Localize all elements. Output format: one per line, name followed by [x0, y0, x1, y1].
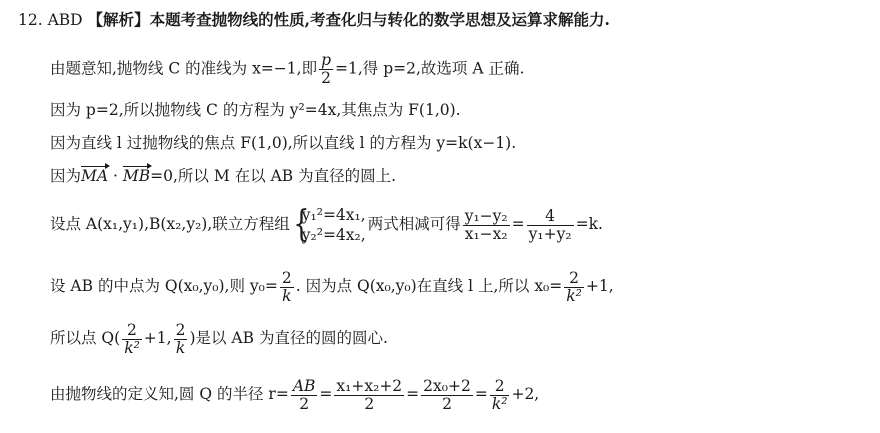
- equation-row-1: y₁²=4x₁,: [301, 206, 366, 224]
- equals-sign-1: =: [319, 385, 333, 403]
- step-6-text-end: +1,: [585, 277, 614, 295]
- left-brace-icon: {: [293, 204, 310, 245]
- slope-fraction-num: y₁−y₂: [464, 206, 508, 225]
- problem-number: 12.: [18, 11, 43, 29]
- step-5-text-pre: 设点 A(x₁,y₁),B(x₂,y₂),联立方程组: [50, 215, 290, 233]
- step-3: [50, 131, 516, 155]
- step-4: [50, 164, 396, 188]
- step-8-text-pre: 由抛物线的定义知,圆 Q 的半径 r=: [50, 385, 289, 403]
- step-7-text-mid: +1,: [143, 329, 172, 347]
- step-6-text-pre: 设 AB 的中点为 Q(x₀,y₀),则 y₀=: [50, 277, 278, 295]
- center-y-fraction-den: k: [175, 338, 186, 357]
- x0-fraction: [564, 270, 584, 305]
- equals-sign: =: [511, 215, 525, 233]
- step-5-text-end: =k.: [575, 215, 603, 233]
- radius-fraction-4: [490, 378, 510, 413]
- center-x-fraction-den: k²: [124, 338, 140, 357]
- radius-fraction-4-num: 2: [490, 378, 510, 396]
- equation-row-2: y₂²=4x₂,: [301, 226, 366, 244]
- sum-fraction: [527, 208, 574, 243]
- radius-fraction-3-den: 2: [442, 394, 452, 413]
- step-7: [50, 318, 388, 358]
- dot-operator: ·: [108, 167, 123, 185]
- y0-fraction: [280, 270, 294, 305]
- problem-summary: 本题考查抛物线的性质,考查化归与转化的数学思想及运算求解能力.: [149, 10, 610, 29]
- radius-fraction-1-den: 2: [299, 394, 310, 413]
- analysis-tag: 【解析】: [87, 10, 150, 29]
- radius-fraction-2: [334, 378, 404, 413]
- sum-fraction-num: 4: [527, 208, 574, 226]
- sum-fraction-den: y₁+y₂: [528, 224, 572, 243]
- y0-fraction-num: 2: [281, 268, 292, 287]
- step-7-text-end: )是以 AB 为直径的圆的圆心.: [189, 329, 388, 347]
- step-4-text-post: =0,所以 M 在以 AB 为直径的圆上.: [150, 167, 397, 185]
- step-1-fraction: [319, 52, 333, 87]
- radius-fraction-4-den: k²: [491, 394, 508, 413]
- radius-fraction-1: [291, 378, 318, 413]
- center-x-fraction: [122, 322, 142, 357]
- step-1-fraction-num: p: [321, 51, 332, 69]
- equals-sign-3: =: [474, 385, 488, 403]
- center-y-fraction-num: 2: [175, 320, 186, 339]
- step-1-fraction-den: 2: [321, 69, 331, 87]
- step-7-text-pre: 所以点 Q(: [50, 329, 121, 347]
- vector-mb: MB: [122, 167, 151, 185]
- step-1-text-a: 由题意知,抛物线 C 的准线为 x=−1,即: [50, 59, 318, 78]
- step-6: [50, 266, 614, 306]
- slope-fraction-den: x₁−x₂: [464, 224, 508, 243]
- problem-answer: ABD: [47, 11, 83, 29]
- radius-fraction-2-num: x₁+x₂+2: [336, 376, 403, 395]
- center-x-fraction-num: 2: [122, 322, 142, 340]
- slope-fraction: [463, 208, 510, 243]
- center-y-fraction: [174, 322, 188, 357]
- step-1-text-b: =1,得 p=2,故选项 A 正确.: [335, 59, 525, 78]
- x0-fraction-den: k²: [566, 286, 582, 305]
- step-6-text-mid: . 因为点 Q(x₀,y₀)在直线 l 上,所以 x₀=: [295, 277, 563, 295]
- radius-fraction-3-num: 2x₀+2: [423, 376, 471, 395]
- step-5: [50, 202, 603, 246]
- step-1: [50, 52, 524, 87]
- step-8: [50, 374, 539, 414]
- vector-ma: MA: [81, 167, 109, 185]
- step-8-text-end: +2,: [511, 385, 540, 403]
- x0-fraction-num: 2: [564, 270, 584, 288]
- equals-sign-2: =: [406, 385, 420, 403]
- equation-system: [290, 205, 366, 245]
- step-3-text: 因为直线 l 过抛物线的焦点 F(1,0),所以直线 l 的方程为 y=k(x−1).: [50, 134, 517, 152]
- step-2: [50, 98, 461, 122]
- y0-fraction-den: k: [282, 286, 292, 305]
- step-2-text: 因为 p=2,所以抛物线 C 的方程为 y²=4x,其焦点为 F(1,0).: [50, 101, 461, 119]
- radius-fraction-1-num: AB: [292, 376, 316, 395]
- problem-header: [18, 8, 610, 32]
- step-4-text-pre: 因为: [50, 167, 82, 185]
- radius-fraction-3: [421, 378, 473, 413]
- step-5-text-mid: 两式相减可得: [367, 215, 461, 233]
- radius-fraction-2-den: 2: [364, 394, 375, 413]
